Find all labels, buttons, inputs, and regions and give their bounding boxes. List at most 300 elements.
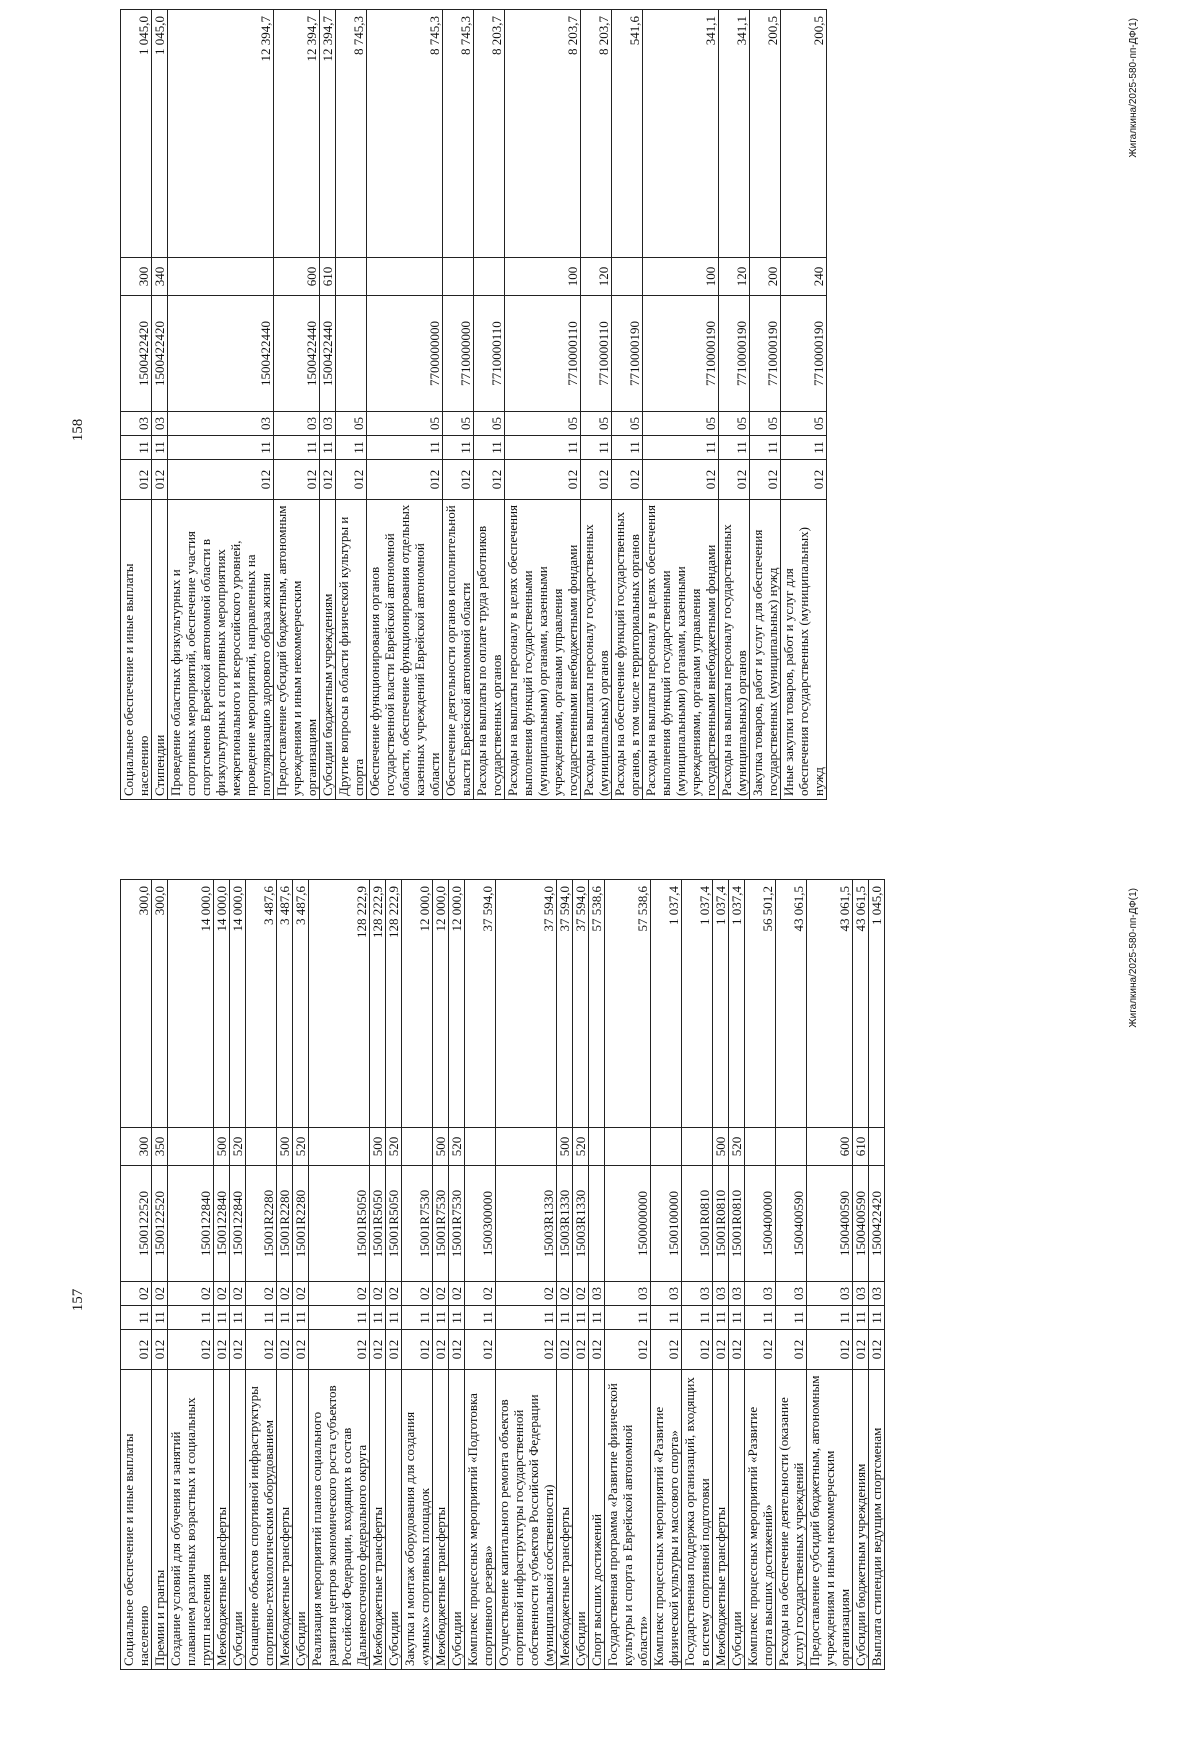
admin-code-cell: 012 <box>605 1330 651 1370</box>
amount-cell: 57 538,6 <box>605 880 651 1128</box>
row-name-cell: Субсидии <box>449 1370 465 1670</box>
amount-cell: 37 594,0 <box>557 880 573 1128</box>
section-code-cell: 11 <box>612 436 643 460</box>
table-row <box>557 880 573 1670</box>
subsection-code-cell: 03 <box>152 412 168 436</box>
section-code-cell: 11 <box>449 1306 465 1330</box>
subsection-code-cell: 02 <box>386 1282 402 1306</box>
target-article-cell: 1500400590 <box>807 1166 853 1282</box>
section-code-cell: 11 <box>651 1306 682 1330</box>
subsection-code-cell: 02 <box>121 1282 152 1306</box>
target-article-cell: 7710000110 <box>474 296 505 412</box>
table-row <box>293 880 309 1670</box>
amount-cell: 37 594,0 <box>465 880 496 1128</box>
row-name-cell: Государственная поддержка организаций, входящих в систему спортивной подготовки <box>682 1370 713 1670</box>
amount-cell: 12 000,0 <box>433 880 449 1128</box>
expense-type-cell: 200 <box>750 258 781 296</box>
target-article-cell: 1500300000 <box>465 1166 496 1282</box>
subsection-code-cell: 05 <box>474 412 505 436</box>
row-name-cell: Расходы на выплаты по оплате труда работников государственных органов <box>474 500 505 800</box>
subsection-code-cell: 03 <box>729 1282 745 1306</box>
table-row <box>729 880 745 1670</box>
amount-cell: 200,5 <box>781 10 827 258</box>
admin-code-cell: 012 <box>152 460 168 500</box>
table-row <box>853 880 869 1670</box>
admin-code-cell: 012 <box>465 1330 496 1370</box>
section-code-cell: 11 <box>230 1306 246 1330</box>
admin-code-cell: 012 <box>152 1330 168 1370</box>
expense-type-cell <box>605 1128 651 1166</box>
amount-cell: 37 594,0 <box>573 880 589 1128</box>
subsection-code-cell: 03 <box>320 412 336 436</box>
expense-type-cell: 300 <box>121 258 152 296</box>
row-name-cell: Комплекс процессных мероприятий «Развитие физической культуры и массового спорта» <box>651 1370 682 1670</box>
subsection-code-cell: 03 <box>274 412 320 436</box>
target-article-cell: 15003R1330 <box>573 1166 589 1282</box>
table-row <box>573 880 589 1670</box>
section-code-cell: 11 <box>750 436 781 460</box>
row-name-cell: Межбюджетные трансферты <box>370 1370 386 1670</box>
admin-code-cell: 012 <box>246 1330 277 1370</box>
target-article-cell: 1500122840 <box>230 1166 246 1282</box>
amount-cell: 1 045,0 <box>121 10 152 258</box>
expense-type-cell: 610 <box>853 1128 869 1166</box>
table-row <box>496 880 557 1670</box>
page-157 <box>0 870 1200 1730</box>
row-name-cell: Реализация мероприятий планов социального развития центров экономического роста субъектов Российской Федерации, входящих в состав Дальневосточного федерального округа <box>309 1370 370 1670</box>
table-row <box>719 10 750 800</box>
table-row <box>121 10 152 800</box>
target-article-cell: 7710000190 <box>643 296 719 412</box>
subsection-code-cell: 03 <box>121 412 152 436</box>
subsection-code-cell: 02 <box>293 1282 309 1306</box>
subsection-code-cell: 02 <box>557 1282 573 1306</box>
page-158 <box>0 0 1200 860</box>
target-article-cell: 15001R2280 <box>246 1166 277 1282</box>
expense-type-cell: 100 <box>505 258 581 296</box>
subsection-code-cell: 05 <box>643 412 719 436</box>
target-article-cell: 15001R7530 <box>402 1166 433 1282</box>
table-row <box>277 880 293 1670</box>
section-code-cell: 11 <box>386 1306 402 1330</box>
section-code-cell: 11 <box>853 1306 869 1330</box>
amount-cell: 1 037,4 <box>682 880 713 1128</box>
row-name-cell: Расходы на выплаты персоналу в целях обеспечения выполнения функций государственными (муниципальными) органами, казенными учреждениями, органами управления государственными внебюджетными фондами <box>643 500 719 800</box>
section-code-cell: 11 <box>214 1306 230 1330</box>
expense-type-cell: 520 <box>386 1128 402 1166</box>
row-name-cell: Расходы на обеспечение деятельности (оказание услуг) государственных учреждений <box>776 1370 807 1670</box>
subsection-code-cell: 02 <box>433 1282 449 1306</box>
amount-cell: 8 745,3 <box>336 10 367 258</box>
admin-code-cell: 012 <box>386 1330 402 1370</box>
row-name-cell: Другие вопросы в области физической культуры и спорта <box>336 500 367 800</box>
amount-cell: 8 203,7 <box>505 10 581 258</box>
amount-cell: 14 000,0 <box>230 880 246 1128</box>
section-code-cell: 11 <box>713 1306 729 1330</box>
target-article-cell: 1500422440 <box>274 296 320 412</box>
expense-type-cell: 600 <box>274 258 320 296</box>
expense-type-cell <box>474 258 505 296</box>
target-article-cell: 7700000000 <box>367 296 443 412</box>
amount-cell: 300,0 <box>121 880 152 1128</box>
row-name-cell: Комплекс процессных мероприятий «Подготовка спортивного резерва» <box>465 1370 496 1670</box>
amount-cell: 12 000,0 <box>402 880 433 1128</box>
admin-code-cell: 012 <box>449 1330 465 1370</box>
subsection-code-cell: 05 <box>612 412 643 436</box>
target-article-cell: 15001R7530 <box>433 1166 449 1282</box>
target-article-cell: 1500422420 <box>121 296 152 412</box>
subsection-code-cell: 02 <box>370 1282 386 1306</box>
target-article-cell: 7710000190 <box>781 296 827 412</box>
section-code-cell: 11 <box>433 1306 449 1330</box>
table-row <box>776 880 807 1670</box>
subsection-code-cell: 03 <box>713 1282 729 1306</box>
expense-type-cell <box>246 1128 277 1166</box>
expense-type-cell <box>443 258 474 296</box>
row-name-cell: Расходы на обеспечение функций государственных органов, в том числе территориальных органов <box>612 500 643 800</box>
table-row <box>121 880 152 1670</box>
amount-cell: 341,1 <box>643 10 719 258</box>
admin-code-cell: 012 <box>474 460 505 500</box>
admin-code-cell: 012 <box>370 1330 386 1370</box>
section-code-cell: 11 <box>869 1306 885 1330</box>
section-code-cell: 11 <box>121 436 152 460</box>
subsection-code-cell: 03 <box>682 1282 713 1306</box>
amount-cell: 1 037,4 <box>651 880 682 1128</box>
target-article-cell: 15001R0810 <box>729 1166 745 1282</box>
row-name-cell: Иные закупки товаров, работ и услуг для обеспечения государственных (муниципальных) нужд <box>781 500 827 800</box>
footer-note: Жигалкина/2025-580-пп-ДФ(1) <box>1128 888 1139 1028</box>
section-code-cell: 11 <box>719 436 750 460</box>
table-row <box>465 880 496 1670</box>
row-name-cell: Расходы на выплаты персоналу государственных (муниципальных) органов <box>581 500 612 800</box>
table-row <box>246 880 277 1670</box>
amount-cell: 541,6 <box>612 10 643 258</box>
row-name-cell: Закупка товаров, работ и услуг для обеспечения государственных (муниципальных) нужд <box>750 500 781 800</box>
subsection-code-cell: 03 <box>853 1282 869 1306</box>
section-code-cell: 11 <box>496 1306 557 1330</box>
amount-cell: 12 394,7 <box>168 10 274 258</box>
section-code-cell: 11 <box>152 436 168 460</box>
target-article-cell: 7710000190 <box>750 296 781 412</box>
table-row <box>309 880 370 1670</box>
expense-type-cell <box>589 1128 605 1166</box>
row-name-cell: Субсидии <box>386 1370 402 1670</box>
row-name-cell: Межбюджетные трансферты <box>214 1370 230 1670</box>
target-article-cell: 1500000000 <box>605 1166 651 1282</box>
expense-type-cell <box>682 1128 713 1166</box>
admin-code-cell: 012 <box>807 1330 853 1370</box>
table-row <box>474 10 505 800</box>
row-name-cell: Обеспечение деятельности органов исполнительной власти Еврейской автономной области <box>443 500 474 800</box>
expense-type-cell: 240 <box>781 258 827 296</box>
admin-code-cell: 012 <box>443 460 474 500</box>
expense-type-cell: 300 <box>121 1128 152 1166</box>
subsection-code-cell: 03 <box>776 1282 807 1306</box>
row-name-cell: Предоставление субсидий бюджетным, автономным учреждениям и иным некоммерческим организациям <box>274 500 320 800</box>
footer-note: Жигалкина/2025-580-пп-ДФ(1) <box>1128 18 1139 158</box>
section-code-cell: 11 <box>807 1306 853 1330</box>
row-name-cell: Премии и гранты <box>152 1370 168 1670</box>
target-article-cell: 7710000190 <box>719 296 750 412</box>
target-article-cell: 1500422420 <box>869 1166 885 1282</box>
table-row <box>745 880 776 1670</box>
amount-cell: 3 487,6 <box>277 880 293 1128</box>
expense-type-cell <box>776 1128 807 1166</box>
amount-cell: 1 045,0 <box>152 10 168 258</box>
table-row <box>869 880 885 1670</box>
target-article-cell: 1500122840 <box>214 1166 230 1282</box>
admin-code-cell: 012 <box>168 460 274 500</box>
target-article-cell: 1500422420 <box>152 296 168 412</box>
amount-cell: 3 487,6 <box>293 880 309 1128</box>
subsection-code-cell: 02 <box>246 1282 277 1306</box>
target-article-cell: 7710000190 <box>612 296 643 412</box>
table-row <box>336 10 367 800</box>
table-row <box>589 880 605 1670</box>
amount-cell: 12 000,0 <box>449 880 465 1128</box>
target-article-cell <box>336 296 367 412</box>
amount-cell: 300,0 <box>152 880 168 1128</box>
admin-code-cell: 012 <box>433 1330 449 1370</box>
row-name-cell: Создание условий для обучения и занятий плаванием различных возрастных и социальных групп населения <box>168 1370 214 1670</box>
table-row <box>320 10 336 800</box>
subsection-code-cell: 05 <box>367 412 443 436</box>
table-row <box>230 880 246 1670</box>
target-article-cell: 1500122840 <box>168 1166 214 1282</box>
admin-code-cell: 012 <box>745 1330 776 1370</box>
section-code-cell: 11 <box>465 1306 496 1330</box>
target-article-cell: 7710000110 <box>505 296 581 412</box>
amount-cell: 14 000,0 <box>214 880 230 1128</box>
table-row <box>168 880 214 1670</box>
table-row <box>807 880 853 1670</box>
subsection-code-cell: 02 <box>214 1282 230 1306</box>
section-code-cell: 11 <box>370 1306 386 1330</box>
target-article-cell: 15001R5050 <box>386 1166 402 1282</box>
expense-type-cell <box>367 258 443 296</box>
row-name-cell: Государственная программа «Развитие физической культуры и спорта в Еврейской автономной области» <box>605 1370 651 1670</box>
expense-type-cell <box>336 258 367 296</box>
admin-code-cell: 012 <box>230 1330 246 1370</box>
target-article-cell: 1500400590 <box>776 1166 807 1282</box>
section-code-cell: 11 <box>776 1306 807 1330</box>
table-row <box>168 10 274 800</box>
row-name-cell: Субсидии <box>729 1370 745 1670</box>
table-row <box>214 880 230 1670</box>
table-row <box>682 880 713 1670</box>
row-name-cell: Расходы на выплаты персоналу в целях обеспечения выполнения функций государственными (муниципальными) органами, казенными учреждениями, органами управления государственными внебюджетными фондами <box>505 500 581 800</box>
subsection-code-cell: 02 <box>230 1282 246 1306</box>
row-name-cell: Субсидии <box>573 1370 589 1670</box>
amount-cell: 3 487,6 <box>246 880 277 1128</box>
expense-type-cell <box>651 1128 682 1166</box>
admin-code-cell: 012 <box>682 1330 713 1370</box>
section-code-cell: 11 <box>505 436 581 460</box>
amount-cell: 57 538,6 <box>589 880 605 1128</box>
expense-type-cell: 340 <box>152 258 168 296</box>
expense-type-cell: 500 <box>557 1128 573 1166</box>
section-code-cell: 11 <box>643 436 719 460</box>
table-row <box>367 10 443 800</box>
admin-code-cell: 012 <box>581 460 612 500</box>
subsection-code-cell: 02 <box>309 1282 370 1306</box>
row-name-cell: Комплекс процессных мероприятий «Развитие спорта высших достижений» <box>745 1370 776 1670</box>
admin-code-cell: 012 <box>214 1330 230 1370</box>
target-article-cell: 15001R0810 <box>682 1166 713 1282</box>
row-name-cell: Субсидии <box>293 1370 309 1670</box>
expense-type-cell: 520 <box>573 1128 589 1166</box>
admin-code-cell: 012 <box>121 460 152 500</box>
amount-cell: 128 222,9 <box>309 880 370 1128</box>
amount-cell: 8 745,3 <box>443 10 474 258</box>
admin-code-cell: 012 <box>505 460 581 500</box>
row-name-cell: Проведение областных физкультурных и спортивных мероприятий, обеспечение участия спортсменов Еврейской автономной области в физкультурных и спортивных мероприятиях межрегионального и всероссийского уровней, проведение мероприятий, направленных на популяризацию здорового образа жизни <box>168 500 274 800</box>
row-name-cell: Межбюджетные трансферты <box>277 1370 293 1670</box>
expense-type-cell: 500 <box>713 1128 729 1166</box>
admin-code-cell: 012 <box>402 1330 433 1370</box>
amount-cell: 8 745,3 <box>367 10 443 258</box>
target-article-cell: 1500100000 <box>651 1166 682 1282</box>
section-code-cell: 11 <box>336 436 367 460</box>
table-row <box>402 880 433 1670</box>
table-row <box>643 10 719 800</box>
admin-code-cell: 012 <box>367 460 443 500</box>
expense-type-cell <box>168 258 274 296</box>
subsection-code-cell: 03 <box>869 1282 885 1306</box>
section-code-cell: 11 <box>274 436 320 460</box>
subsection-code-cell: 03 <box>168 412 274 436</box>
subsection-code-cell: 05 <box>443 412 474 436</box>
target-article-cell: 7710000110 <box>581 296 612 412</box>
section-code-cell: 11 <box>168 1306 214 1330</box>
expense-type-cell: 520 <box>729 1128 745 1166</box>
amount-cell: 12 394,7 <box>320 10 336 258</box>
amount-cell: 1 037,4 <box>713 880 729 1128</box>
target-article-cell: 15003R1330 <box>496 1166 557 1282</box>
target-article-cell <box>589 1166 605 1282</box>
admin-code-cell: 012 <box>719 460 750 500</box>
expense-type-cell: 500 <box>433 1128 449 1166</box>
subsection-code-cell: 03 <box>651 1282 682 1306</box>
target-article-cell: 15003R1330 <box>557 1166 573 1282</box>
subsection-code-cell: 02 <box>449 1282 465 1306</box>
table-row <box>581 10 612 800</box>
amount-cell: 8 203,7 <box>474 10 505 258</box>
section-code-cell: 11 <box>581 436 612 460</box>
row-name-cell: Осуществление капитального ремонта объектов спортивной инфраструктуры государственной собственности субъектов Российской Федерации (муниципальной собственности) <box>496 1370 557 1670</box>
section-code-cell: 11 <box>682 1306 713 1330</box>
table-row <box>505 10 581 800</box>
row-name-cell: Социальное обеспечение и иные выплаты населению <box>121 500 152 800</box>
expense-type-cell: 520 <box>230 1128 246 1166</box>
section-code-cell: 11 <box>729 1306 745 1330</box>
table-row <box>152 10 168 800</box>
expense-type-cell <box>465 1128 496 1166</box>
subsection-code-cell: 02 <box>277 1282 293 1306</box>
table-row <box>449 880 465 1670</box>
admin-code-cell: 012 <box>293 1330 309 1370</box>
expense-type-cell <box>869 1128 885 1166</box>
row-name-cell: Субсидии <box>230 1370 246 1670</box>
expense-type-cell: 610 <box>320 258 336 296</box>
row-name-cell: Предоставление субсидий бюджетным, автономным учреждениям и иным некоммерческим организациям <box>807 1370 853 1670</box>
target-article-cell: 15001R0810 <box>713 1166 729 1282</box>
section-code-cell: 11 <box>293 1306 309 1330</box>
row-name-cell: Стипендии <box>152 500 168 800</box>
admin-code-cell: 012 <box>589 1330 605 1370</box>
row-name-cell: Межбюджетные трансферты <box>713 1370 729 1670</box>
amount-cell: 56 501,2 <box>745 880 776 1128</box>
admin-code-cell: 012 <box>320 460 336 500</box>
table-row <box>152 880 168 1670</box>
expense-type-cell: 120 <box>719 258 750 296</box>
section-code-cell: 11 <box>309 1306 370 1330</box>
subsection-code-cell: 03 <box>589 1282 605 1306</box>
page-number: 158 <box>70 418 86 442</box>
admin-code-cell: 012 <box>309 1330 370 1370</box>
table-row <box>370 880 386 1670</box>
section-code-cell: 11 <box>573 1306 589 1330</box>
target-article-cell: 15001R5050 <box>309 1166 370 1282</box>
amount-cell: 341,1 <box>719 10 750 258</box>
admin-code-cell: 012 <box>557 1330 573 1370</box>
budget-table <box>120 9 827 800</box>
section-code-cell: 11 <box>402 1306 433 1330</box>
table-row <box>612 10 643 800</box>
row-name-cell: Оснащение объектов спортивной инфраструктуры спортивно-технологическим оборудованием <box>246 1370 277 1670</box>
target-article-cell: 1500422440 <box>168 296 274 412</box>
table-row <box>651 880 682 1670</box>
expense-type-cell: 100 <box>643 258 719 296</box>
section-code-cell: 11 <box>320 436 336 460</box>
row-name-cell: Обеспечение функционирования органов государственной власти Еврейской автономной области, обеспечение функционирования отдельных казенных учреждений Еврейской автономной области <box>367 500 443 800</box>
admin-code-cell: 012 <box>776 1330 807 1370</box>
row-name-cell: Межбюджетные трансферты <box>557 1370 573 1670</box>
subsection-code-cell: 05 <box>750 412 781 436</box>
section-code-cell: 11 <box>246 1306 277 1330</box>
section-code-cell: 11 <box>443 436 474 460</box>
section-code-cell: 11 <box>781 436 827 460</box>
admin-code-cell: 012 <box>496 1330 557 1370</box>
section-code-cell: 11 <box>745 1306 776 1330</box>
table-row <box>433 880 449 1670</box>
admin-code-cell: 012 <box>612 460 643 500</box>
section-code-cell: 11 <box>367 436 443 460</box>
section-code-cell: 11 <box>589 1306 605 1330</box>
admin-code-cell: 012 <box>643 460 719 500</box>
admin-code-cell: 012 <box>336 460 367 500</box>
row-name-cell: Социальное обеспечение и иные выплаты населению <box>121 1370 152 1670</box>
subsection-code-cell: 05 <box>505 412 581 436</box>
subsection-code-cell: 05 <box>336 412 367 436</box>
expense-type-cell: 350 <box>152 1128 168 1166</box>
amount-cell: 200,5 <box>750 10 781 258</box>
admin-code-cell: 012 <box>713 1330 729 1370</box>
admin-code-cell: 012 <box>869 1330 885 1370</box>
target-article-cell: 15001R7530 <box>449 1166 465 1282</box>
subsection-code-cell: 02 <box>152 1282 168 1306</box>
admin-code-cell: 012 <box>750 460 781 500</box>
row-name-cell: Расходы на выплаты персоналу государственных (муниципальных) органов <box>719 500 750 800</box>
expense-type-cell: 500 <box>277 1128 293 1166</box>
amount-cell: 14 000,0 <box>168 880 214 1128</box>
section-code-cell: 11 <box>277 1306 293 1330</box>
amount-cell: 37 594,0 <box>496 880 557 1128</box>
expense-type-cell: 520 <box>293 1128 309 1166</box>
admin-code-cell: 012 <box>274 460 320 500</box>
admin-code-cell: 012 <box>781 460 827 500</box>
